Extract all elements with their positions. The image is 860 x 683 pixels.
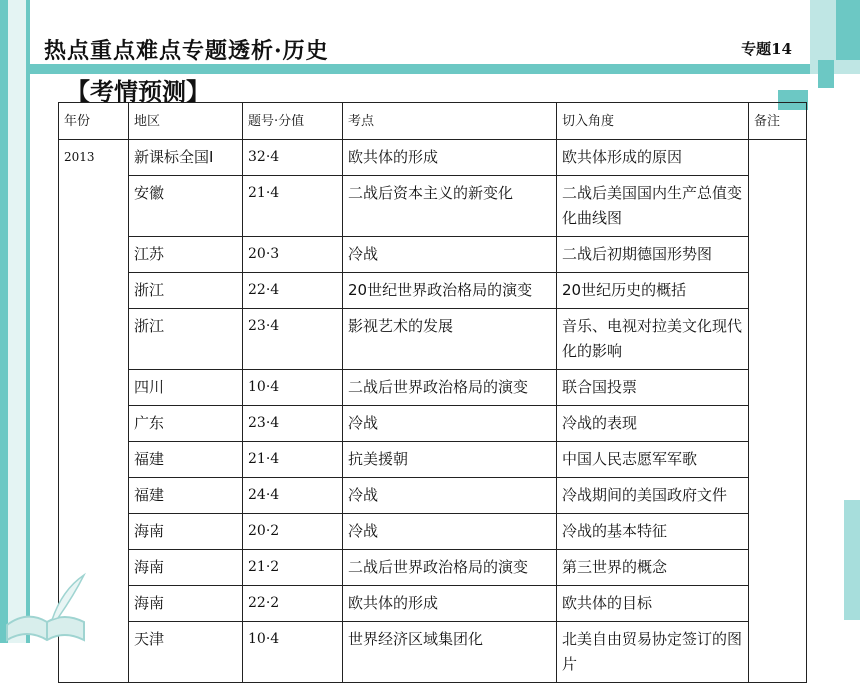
angle-cell: 二战后初期德国形势图 <box>557 237 749 273</box>
angle-cell: 冷战的基本特征 <box>557 514 749 550</box>
topic-cell: 二战后资本主义的新变化 <box>343 176 557 237</box>
region-cell: 广东 <box>129 406 243 442</box>
table-row <box>59 237 807 273</box>
topic-cell: 抗美援朝 <box>343 442 557 478</box>
table-row <box>59 550 807 586</box>
angle-cell: 中国人民志愿军军歌 <box>557 442 749 478</box>
topic-cell: 欧共体的形成 <box>343 586 557 622</box>
column-header: 题号·分值 <box>243 103 343 140</box>
region-cell: 安徽 <box>129 176 243 237</box>
region-cell: 四川 <box>129 370 243 406</box>
topic-cell: 20世纪世界政治格局的演变 <box>343 273 557 309</box>
topic-cell: 影视艺术的发展 <box>343 309 557 370</box>
left-frame-band <box>0 0 30 643</box>
table-row <box>59 140 807 176</box>
column-header: 年份 <box>59 103 129 140</box>
angle-cell: 欧共体的目标 <box>557 586 749 622</box>
topic-cell: 二战后世界政治格局的演变 <box>343 370 557 406</box>
score-cell: 21·4 <box>243 442 343 478</box>
topic-cell: 二战后世界政治格局的演变 <box>343 550 557 586</box>
score-cell: 20·2 <box>243 514 343 550</box>
topic-cell: 冷战 <box>343 406 557 442</box>
column-header: 考点 <box>343 103 557 140</box>
angle-cell: 音乐、电视对拉美文化现代化的影响 <box>557 309 749 370</box>
angle-cell: 联合国投票 <box>557 370 749 406</box>
deco-square <box>818 60 834 88</box>
score-cell: 23·4 <box>243 406 343 442</box>
note-cell <box>749 140 807 683</box>
region-cell: 浙江 <box>129 273 243 309</box>
region-cell: 浙江 <box>129 309 243 370</box>
table-row <box>59 309 807 370</box>
book-quill-icon <box>2 570 92 643</box>
topic-cell: 冷战 <box>343 478 557 514</box>
score-cell: 23·4 <box>243 309 343 370</box>
score-cell: 20·3 <box>243 237 343 273</box>
table-row <box>59 622 807 683</box>
score-cell: 22·2 <box>243 586 343 622</box>
header-corner-block-dark <box>836 0 860 60</box>
score-cell: 10·4 <box>243 622 343 683</box>
region-cell: 福建 <box>129 478 243 514</box>
table-row <box>59 406 807 442</box>
exam-table <box>58 102 807 683</box>
table-row <box>59 514 807 550</box>
region-cell: 天津 <box>129 622 243 683</box>
angle-cell: 冷战的表现 <box>557 406 749 442</box>
page-title: 热点重点难点专题透析·历史 <box>44 38 329 64</box>
section-title: 【考情预测】 <box>66 78 210 106</box>
column-header: 切入角度 <box>557 103 749 140</box>
column-header: 备注 <box>749 103 807 140</box>
region-cell: 江苏 <box>129 237 243 273</box>
region-cell: 海南 <box>129 550 243 586</box>
topic-cell: 冷战 <box>343 514 557 550</box>
deco-square <box>844 500 860 620</box>
score-cell: 32·4 <box>243 140 343 176</box>
table-row <box>59 586 807 622</box>
score-cell: 22·4 <box>243 273 343 309</box>
table-row <box>59 442 807 478</box>
region-cell: 海南 <box>129 586 243 622</box>
column-header: 地区 <box>129 103 243 140</box>
score-cell: 21·2 <box>243 550 343 586</box>
table-row <box>59 176 807 237</box>
topic-cell: 冷战 <box>343 237 557 273</box>
angle-cell: 欧共体形成的原因 <box>557 140 749 176</box>
angle-cell: 北美自由贸易协定签订的图片 <box>557 622 749 683</box>
score-cell: 24·4 <box>243 478 343 514</box>
region-cell: 海南 <box>129 514 243 550</box>
topic-cell: 欧共体的形成 <box>343 140 557 176</box>
region-cell: 福建 <box>129 442 243 478</box>
topic-cell: 世界经济区域集团化 <box>343 622 557 683</box>
score-cell: 10·4 <box>243 370 343 406</box>
angle-cell: 20世纪历史的概括 <box>557 273 749 309</box>
table-row <box>59 273 807 309</box>
table-row <box>59 370 807 406</box>
table-header-row <box>59 103 807 140</box>
angle-cell: 第三世界的概念 <box>557 550 749 586</box>
table-row <box>59 478 807 514</box>
year-cell: 2013 <box>59 140 129 683</box>
topic-label: 专题14 <box>741 40 792 58</box>
angle-cell: 二战后美国国内生产总值变化曲线图 <box>557 176 749 237</box>
angle-cell: 冷战期间的美国政府文件 <box>557 478 749 514</box>
score-cell: 21·4 <box>243 176 343 237</box>
region-cell: 新课标全国Ⅰ <box>129 140 243 176</box>
